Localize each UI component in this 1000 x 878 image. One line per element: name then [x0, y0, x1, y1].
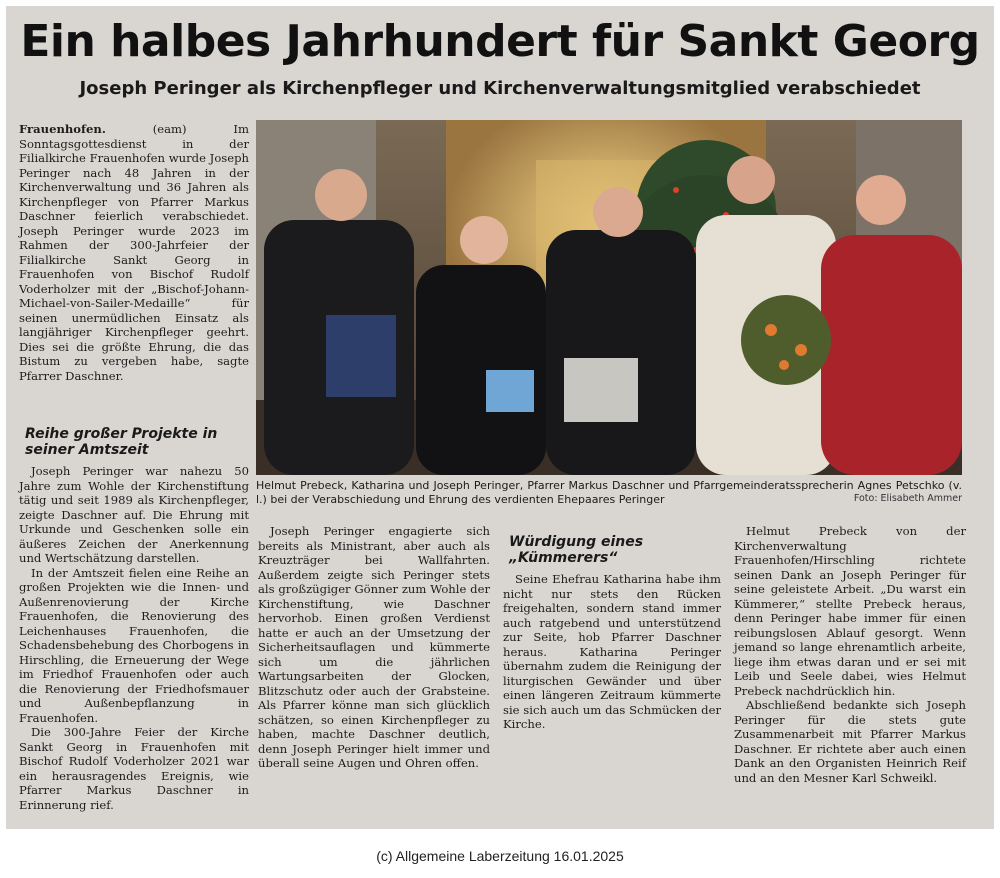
- column-2: [258, 524, 490, 771]
- paragraph: Abschließend bedankte sich Joseph Peringer für die stets gute Zusammenarbeit mit Pfarrer Markus Daschner. Er richtete aber auch einen Dank an den Organisten Heinrich Reif und an den Mesner Karl Schweikl.: [734, 698, 966, 785]
- subheadline: Joseph Peringer als Kirchenpfleger und Kirchenverwaltungsmitglied verabschiedet: [79, 78, 921, 99]
- photo-caption: Helmut Prebeck, Katharina und Joseph Peringer, Pfarrer Markus Daschner und Pfarrgemeinderatssprecherin Agnes Petschko (v. l.) bei der Verabschiedung und Ehrung des verdienten Ehepaares Peringer: [256, 479, 962, 506]
- newspaper-clipping: [6, 6, 994, 829]
- column-1: [19, 122, 249, 383]
- intro-text: (eam) Im Sonntagsgottesdienst in der Filialkirche Frauenhofen wurde Joseph Peringer nach 48 Jahren in der Kirchenverwaltung und 36 Jahren als Kirchenpfleger von Pfarrer Markus Daschner feierlich verabschiedet. Joseph Peringer wurde 2023 im Rahmen der 300-Jahrfeier der Filialkirche Sankt Georg in Frauenhofen von Bischof Rudolf Voderholzer mit der „Bischof-Johann-Michael-von-Sailer-Medaille“ für seinen unermüdlichen Einsatz als langjähriger Kirchenpfleger geehrt. Dies sei die größte Ehrung, die das Bistum zu vergeben habe, sagte Pfarrer Daschner.: [19, 122, 250, 383]
- column-4: [734, 524, 966, 785]
- headline: Ein halbes Jahrhundert für Sankt Georg: [20, 16, 980, 67]
- paragraph: Joseph Peringer engagierte sich bereits als Ministrant, aber auch als Kreuzträger bei Wallfahrten. Außerdem zeigte sich Peringer stets als großzügiger Gönner zum Wohle der Kirchenstiftung, wie Daschner hervorhob. Einen großen Verdienst hatte er auch an der Umsetzung der Sicherheitsauflagen und kümmerte sich um die jährlichen Wartungsarbeiten der Glocken, Blitzschutz oder auch der Grabsteine. Als Pfarrer könne man sich glücklich schätzen, so einen Kirchenpfleger zu haben, machte Daschner deutlich, denn Joseph Peringer hielt immer und überall seine Augen und Ohren offen.: [258, 524, 490, 770]
- paragraph: Joseph Peringer war nahezu 50 Jahre zum Wohle der Kirchenstiftung tätig und seit 1989 als Kirchenpfleger, zeigte Daschner auf. Die Ehrung mit Urkunde und Geschenken solle ein äußeres Zeichen der Anerkennung und Wertschätzung darstellen.: [19, 464, 249, 565]
- column-3: [503, 524, 721, 732]
- paragraph: Die 300-Jahre Feier der Kirche Sankt Georg in Frauenhofen mit Bischof Rudolf Voderholzer 2021 war ein herausragendes Ereignis, wie Pfarrer Markus Daschner in Erinnerung rief.: [19, 725, 249, 812]
- subheading-kuemmerer: Würdigung eines „Kümmerers“: [509, 534, 644, 566]
- paragraph: Seine Ehefrau Katharina habe ihm nicht nur stets den Rücken freigehalten, sondern stand immer auch ratgebend und unterstützend zur Seite, hob Pfarrer Daschner heraus. Katharina Peringer übernahm zudem die Reinigung der liturgischen Gewänder und über einen längeren Zeitraum kümmerte sie sich auch um das Schmücken der Kirche.: [503, 572, 721, 731]
- copyright-footer: (c) Allgemeine Laberzeitung 16.01.2025: [376, 848, 624, 864]
- photo: [256, 120, 962, 475]
- intro-paragraph: [19, 122, 249, 383]
- column-1-lower: [19, 416, 249, 812]
- paragraph: Helmut Prebeck von der Kirchenverwaltung Frauenhofen/Hirschling richtete seinen Dank an Joseph Peringer für seine geleistete Arbeit. „Du warst ein Kümmerer,“ stellte Prebeck heraus, denn Peringer habe immer für einen reibungslosen Ablauf gesorgt. Wenn jemand so lange ehrenamtlich arbeite, liege ihm etwas daran und er sei mit Leib und Seele dabei, wies Helmut Prebeck nachdrücklich hin.: [734, 524, 966, 698]
- photo-credit: Foto: Elisabeth Ammer: [853, 493, 962, 504]
- photo-illustration: [256, 120, 962, 475]
- subheading-projects: Reihe großer Projekte in seiner Amtszeit: [25, 426, 218, 458]
- dateline: Frauenhofen.: [19, 122, 106, 136]
- paragraph: In der Amtszeit fielen eine Reihe an großen Projekten wie die Innen- und Außenrenovierung der Kirche Frauenhofen, die Renovierung des Leichenhauses Frauenhofen, die Schadensbehebung des Chorbogens in Hirschling, die Erneuerung der Wege im Friedhof Frauenhofen oder auch die Renovierung der Friedhofsmauer und Außenbepflanzung in Frauenhofen.: [19, 565, 249, 725]
